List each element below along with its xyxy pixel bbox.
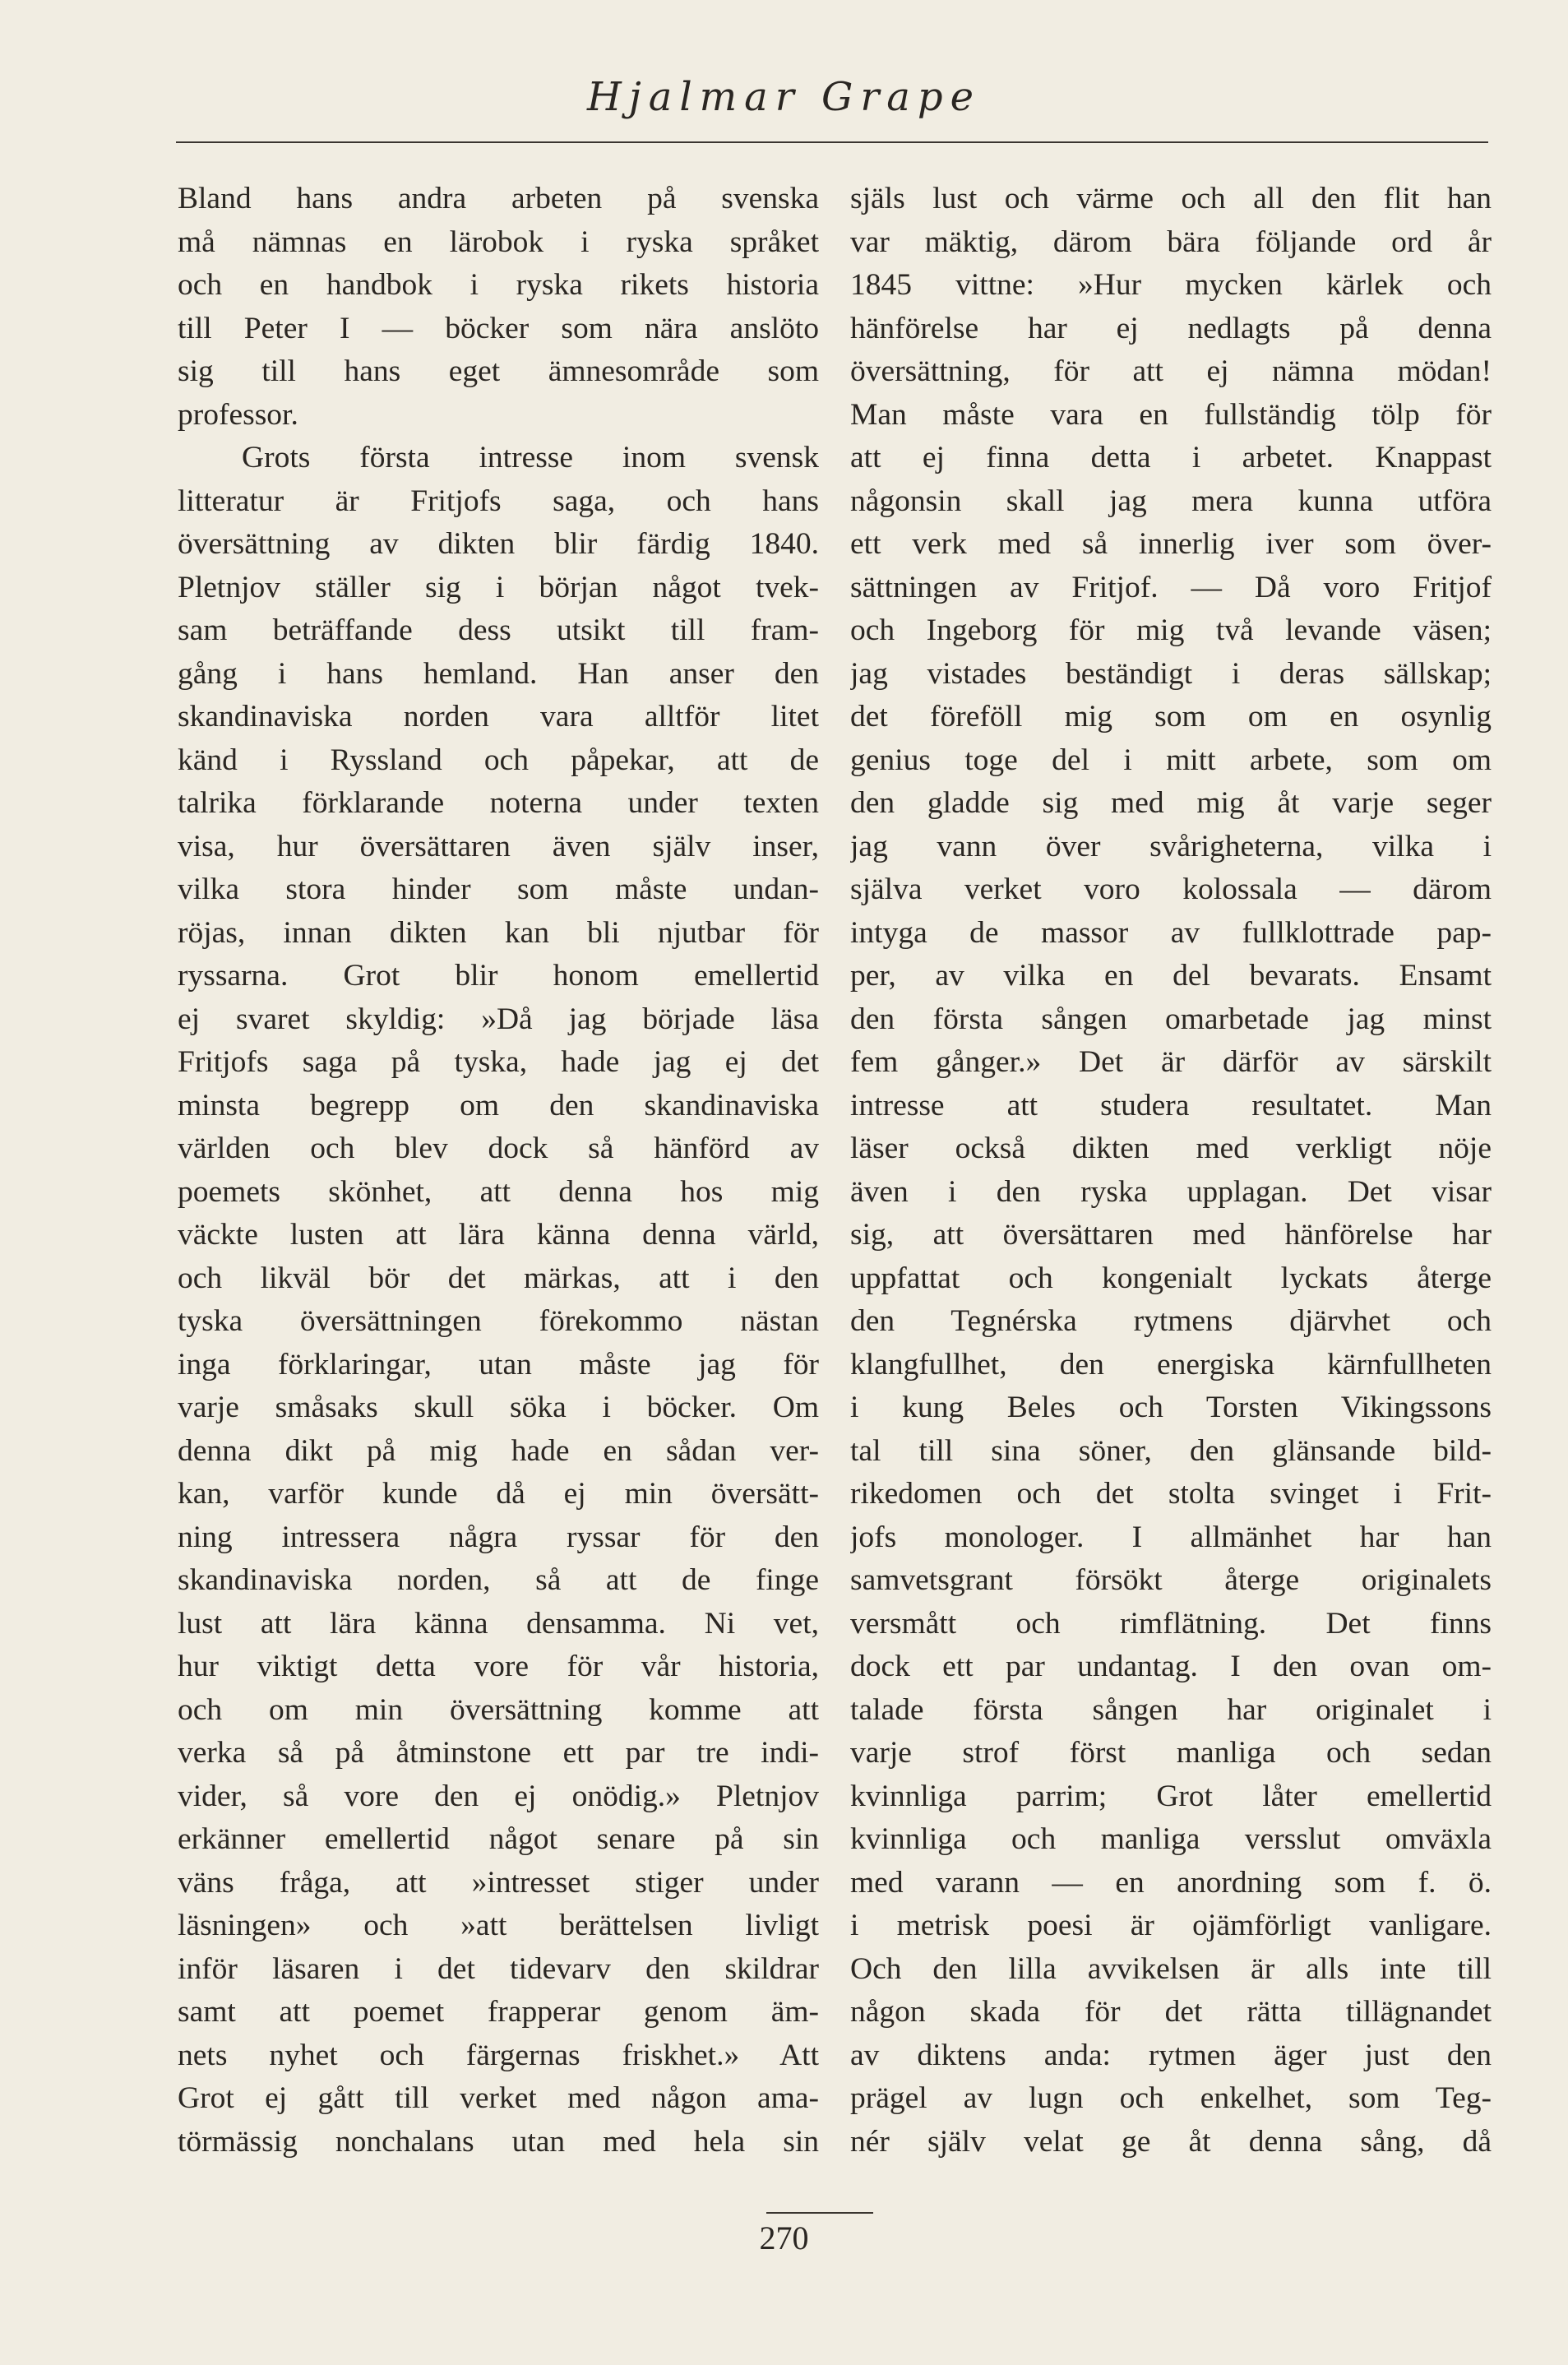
text-line: och likväl bör det märkas, att i den	[178, 1261, 819, 1295]
text-line: tal till sina söner, den glänsande bild-	[850, 1433, 1492, 1468]
text-line: världen och blev dock så hänförd av	[178, 1132, 819, 1165]
text-line: skandinaviska norden, så att de finge	[178, 1563, 819, 1597]
text-line: professor.	[178, 397, 298, 432]
text-line: talade första sången har originalet i	[850, 1692, 1492, 1727]
text-line: översättning av dikten blir färdig 1840.	[178, 527, 819, 561]
text-line: minsta begrepp om den skandinaviska	[178, 1088, 819, 1122]
text-line: inför läsaren i det tidevarv den skildrar	[178, 1951, 819, 1986]
text-line: ning intressera några ryssar för den	[178, 1520, 819, 1554]
text-line: poemets skönhet, att denna hos mig	[178, 1174, 819, 1209]
text-line: denna dikt på mig hade en sådan ver-	[178, 1433, 819, 1468]
text-line: den första sången omarbetade jag minst	[850, 1002, 1492, 1036]
text-line: erkänner emellertid något senare på sin	[178, 1822, 819, 1856]
text-line: någonsin skall jag mera kunna utföra	[850, 484, 1492, 518]
text-line: Grot ej gått till verket med någon ama-	[178, 2081, 819, 2115]
text-line: sig till hans eget ämnesområde som	[178, 354, 819, 388]
page-number: 270	[759, 2219, 809, 2256]
right-text-column	[850, 178, 1492, 2164]
text-line: Och den lilla avvikelsen är alls inte till	[850, 1951, 1492, 1986]
text-line: ett verk med så innerlig iver som över-	[850, 527, 1492, 561]
text-line: Man måste vara en fullständig tölp för	[850, 397, 1492, 432]
text-line: intresse att studera resultatet. Man	[850, 1088, 1492, 1122]
text-line: någon skada för det rätta tillägnandet	[850, 1995, 1492, 2029]
text-line: väns fråga, att »intresset stiger under	[178, 1865, 819, 1900]
text-line: och om min översättning komme att	[178, 1692, 819, 1727]
text-line: att ej finna detta i arbetet. Knappast	[850, 441, 1492, 474]
text-line: 1845 vittne: »Hur mycken kärlek och	[850, 268, 1492, 302]
text-line: ej svaret skyldig: »Då jag började läsa	[178, 1002, 819, 1036]
text-line: versmått och rimflätning. Det finns	[850, 1606, 1492, 1641]
text-line: och Ingeborg för mig två levande väsen;	[850, 613, 1492, 647]
text-line: även i den ryska upplagan. Det visar	[850, 1174, 1492, 1209]
text-line: intyga de massor av fullklottrade pap-	[850, 915, 1492, 950]
text-line: klangfullhet, den energiska kärnfullheten	[850, 1347, 1492, 1382]
text-line: skandinaviska norden vara alltför litet	[178, 700, 819, 734]
text-line: Grots första intresse inom svensk	[242, 441, 819, 474]
text-line: visa, hur översättaren även själv inser,	[178, 829, 819, 863]
text-line: törmässig nonchalans utan med hela sin	[178, 2124, 819, 2159]
text-line: varje strof först manliga och sedan	[850, 1736, 1492, 1770]
text-line: känd i Ryssland och påpekar, att de	[178, 743, 819, 777]
text-line: samvetsgrant försökt återge originalets	[850, 1563, 1492, 1597]
text-line: vilka stora hinder som måste undan-	[178, 872, 819, 906]
text-line: jag vistades beständigt i deras sällskap;	[850, 656, 1492, 691]
text-line: genius toge del i mitt arbete, som om	[850, 743, 1492, 777]
text-line: läser också dikten med verkligt nöje	[850, 1132, 1492, 1165]
text-line: Pletnjov ställer sig i början något tvek-	[178, 570, 819, 604]
text-line: i kung Beles och Torsten Vikingssons	[850, 1391, 1492, 1424]
text-line: jofs monologer. I allmänhet har han	[850, 1520, 1492, 1554]
text-line: till Peter I — böcker som nära anslöto	[178, 311, 819, 345]
text-line: litteratur är Fritjofs saga, och hans	[178, 484, 819, 518]
text-line: var mäktig, därom bära följande ord år	[850, 224, 1492, 259]
text-line: Fritjofs saga på tyska, hade jag ej det	[178, 1045, 819, 1079]
text-line: tyska översättningen förekommo nästan	[178, 1304, 819, 1338]
text-line: fem gånger.» Det är därför av särskilt	[850, 1045, 1492, 1079]
text-line: prägel av lugn och enkelhet, som Teg-	[850, 2081, 1492, 2115]
text-line: lust att lära känna densamma. Ni vet,	[178, 1606, 819, 1641]
text-line: varje småsaks skull söka i böcker. Om	[178, 1391, 819, 1424]
text-line: vider, så vore den ej onödig.» Pletnjov	[178, 1779, 819, 1813]
text-line: den Tegnérska rytmens djärvhet och	[850, 1304, 1492, 1338]
text-line: kvinnliga parrim; Grot låter emellertid	[850, 1779, 1492, 1813]
text-line: det föreföll mig som om en osynlig	[850, 700, 1492, 734]
text-line: och en handbok i ryska rikets historia	[178, 268, 819, 302]
running-head: Hjalmar Grape	[586, 74, 982, 120]
text-line: uppfattat och kongenialt lyckats återge	[850, 1261, 1492, 1295]
page-number-rule	[766, 2212, 873, 2214]
text-line: röjas, innan dikten kan bli njutbar för	[178, 915, 819, 950]
text-line: av diktens anda: rytmen äger just den	[850, 2038, 1492, 2072]
header-rule	[176, 141, 1488, 143]
text-line: själva verket voro kolossala — därom	[850, 872, 1492, 906]
text-line: verka så på åtminstone ett par tre indi-	[178, 1736, 819, 1770]
text-line: dock ett par undantag. I den ovan om-	[850, 1650, 1492, 1683]
text-line: med varann — en anordning som f. ö.	[850, 1865, 1492, 1900]
text-line: sättningen av Fritjof. — Då voro Fritjof	[850, 570, 1492, 604]
text-line: nets nyhet och färgernas friskhet.» Att	[178, 2038, 819, 2072]
text-line: i metrisk poesi är ojämförligt vanligare.	[850, 1909, 1492, 1942]
text-line: den gladde sig med mig åt varje seger	[850, 786, 1492, 820]
text-line: talrika förklarande noterna under texten	[178, 786, 819, 820]
text-line: kvinnliga och manliga versslut omväxla	[850, 1822, 1492, 1856]
text-line: Bland hans andra arbeten på svenska	[178, 182, 819, 215]
text-line: gång i hans hemland. Han anser den	[178, 656, 819, 691]
text-line: hänförelse har ej nedlagts på denna	[850, 311, 1492, 345]
text-line: inga förklaringar, utan måste jag för	[178, 1347, 819, 1382]
text-line: per, av vilka en del bevarats. Ensamt	[850, 959, 1492, 993]
text-line: samt att poemet frapperar genom äm-	[178, 1995, 819, 2029]
text-line: väckte lusten att lära känna denna värld,	[178, 1218, 819, 1252]
text-line: översättning, för att ej nämna mödan!	[850, 354, 1492, 388]
text-line: hur viktigt detta vore för vår historia,	[178, 1650, 819, 1683]
text-line: rikedomen och det stolta svinget i Frit-	[850, 1477, 1492, 1511]
text-line: jag vann över svårigheterna, vilka i	[850, 829, 1492, 863]
text-line: nér själv velat ge åt denna sång, då	[850, 2124, 1492, 2159]
text-line: sam beträffande dess utsikt till fram-	[178, 613, 819, 647]
text-line: själs lust och värme och all den flit han	[850, 182, 1492, 215]
text-line: sig, att översättaren med hänförelse har	[850, 1218, 1492, 1252]
text-line: må nämnas en lärobok i ryska språket	[178, 224, 819, 259]
text-line: kan, varför kunde då ej min översätt-	[178, 1477, 819, 1511]
text-line: läsningen» och »att berättelsen livligt	[178, 1909, 819, 1942]
text-line: ryssarna. Grot blir honom emellertid	[178, 959, 819, 993]
left-text-column	[178, 178, 819, 2164]
